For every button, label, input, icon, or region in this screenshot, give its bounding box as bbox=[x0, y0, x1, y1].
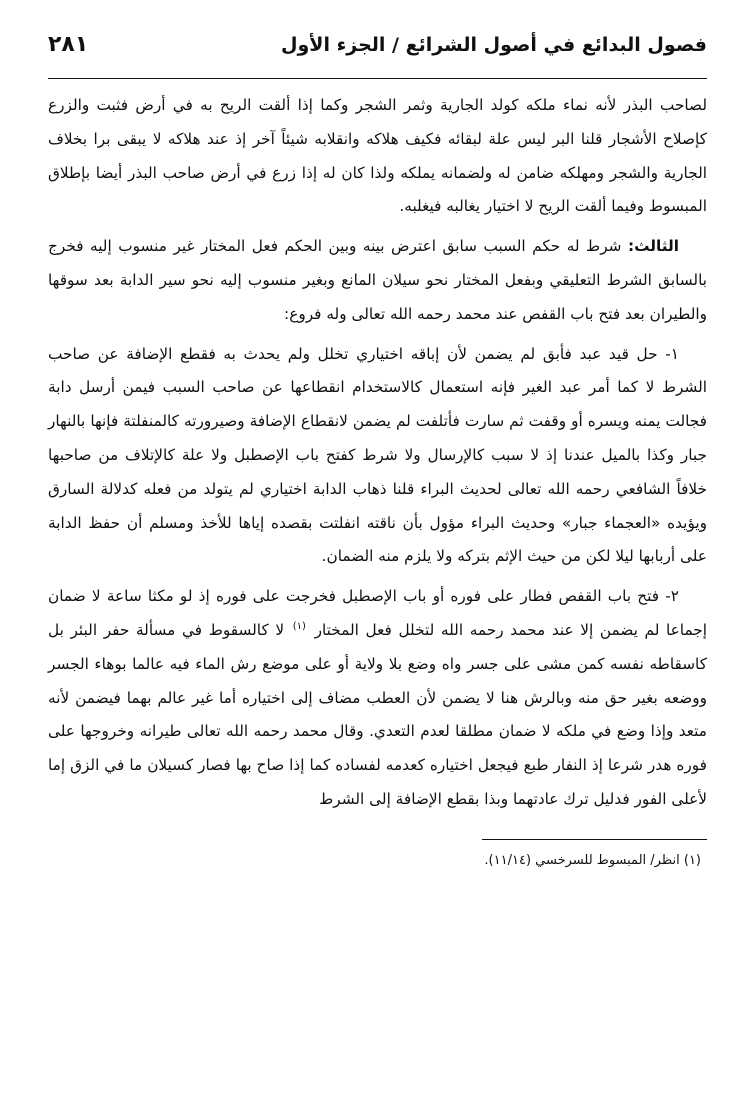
paragraph-text: لصاحب البذر لأنه نماء ملكه كولد الجارية وثمر الشجر وكما إذا ألقت الريح به في أرض فثبت والزرع كإصلاح الأشجار قلنا البر ليس علة لبقائه فكيف هلاكه وانقلابه شيئاً آخر إذ عند هلاكه لا يبقى برا بخلاف الجارية والشجر ومهلكه ضامن له ولضمانه يملكه ولذا كان له إذا زرع في أرض صاحب البذر أيضا بإطلاق المبسوط وفيما ألقت الريح لا اختيار يغالبه فيغلبه. bbox=[48, 96, 707, 216]
footnote bbox=[48, 850, 707, 872]
paragraph-text-continued: لا كالسقوط في مسألة حفر البئر بل كاسقاطه نفسه كمن مشى على جسر واه وضع بلا ولاية أو على موضع رش الماء فيه عالما بوهاء الجسر ووضعه بغير حق منه وبالرش هنا لا يضمن لأن العطب مضاف إلى اختياره أما غير عالم بهما فيضمن لأنه متعد وإذا وضع في ملكه لا ضمان مطلقا لعدم التعدي. وقال محمد رحمه الله تعالى طيرانه وخروجها على فوره هدر شرعا إذ النفار طبع فيجعل اختياره كعدمه لفساده كما إذا صاح بها فصار كسيلان ما في الزق إما لأعلى الفور فدليل ترك عادتهما وبذا بقطع الإضافة إلى الشرط bbox=[48, 620, 707, 808]
book-title: فصول البدائع في أصول الشرائع / الجزء الأول bbox=[281, 34, 707, 56]
paragraph-3 bbox=[48, 338, 707, 575]
paragraph-1 bbox=[48, 89, 707, 224]
paragraph-text: ٢- فتح باب القفص فطار على فوره أو باب الإصطبل فخرجت على فوره إذ لو مكثا ساعة لا ضمان إجماعا لم يضمن إلا عند محمد رحمه الله لتخلل فعل المختار bbox=[48, 587, 707, 639]
paragraph-2 bbox=[48, 230, 707, 331]
footnote-divider bbox=[482, 839, 707, 840]
paragraph-4 bbox=[48, 580, 707, 817]
section-label: الثالث: bbox=[627, 237, 679, 256]
page-header bbox=[48, 32, 707, 79]
paragraph-text: شرط له حكم السبب سابق اعترض بينه وبين الحكم فعل المختار غير منسوب إليه فخرج بالسابق الشرط التعليقي وبفعل المختار نحو سيلان المانع وبغير منسوب إليه نحو سير الدابة بعد سوقها والطيران بعد فتح باب القفص عند محمد رحمه الله تعالى وله فروع: bbox=[48, 237, 707, 323]
paragraph-text: ١- حل قيد عبد فأبق لم يضمن لأن إباقه اختياري تخلل ولم يحدث به فقطع الإضافة عن صاحب الشرط لا كما أمر عبد الغير فإنه استعمال كالاستخدام انقطاعها عن صاحب السبب فيمن أرسل دابة فجالت يمنه ويسره أو وقفت ثم سارت فأتلفت لم يضمن لانقطاع الإضافة وصيرورته كالمنفلتة فإنها بالنهار جبار وكذا بالميل عندنا إذ لا سبب كالإرسال ولا شرط كفتح باب الإصطبل ولا علة كالإتلاف من صاحبها خلافاً الشافعي رحمه الله تعالى لحديث البراء قلنا ذهاب الدابة اختياري لم يتولد من فعله كدلالة السارق ويؤيده «العجماء جبار» وحديث البراء مؤول بأن ناقته انفلتت بقصده إياها للأخذ ومسلم أن حفظ الدابة على أربابها ليلا لكن من حيث الإثم بتركه ولا يلزم منه الضمان. bbox=[48, 344, 707, 566]
footnote-text: (١) انظر/ المبسوط للسرخسي (١١/١٤). bbox=[484, 852, 701, 868]
page-number: ٢٨١ bbox=[48, 32, 89, 57]
main-text bbox=[48, 89, 707, 817]
footnote-reference[interactable]: (١) bbox=[292, 620, 306, 632]
